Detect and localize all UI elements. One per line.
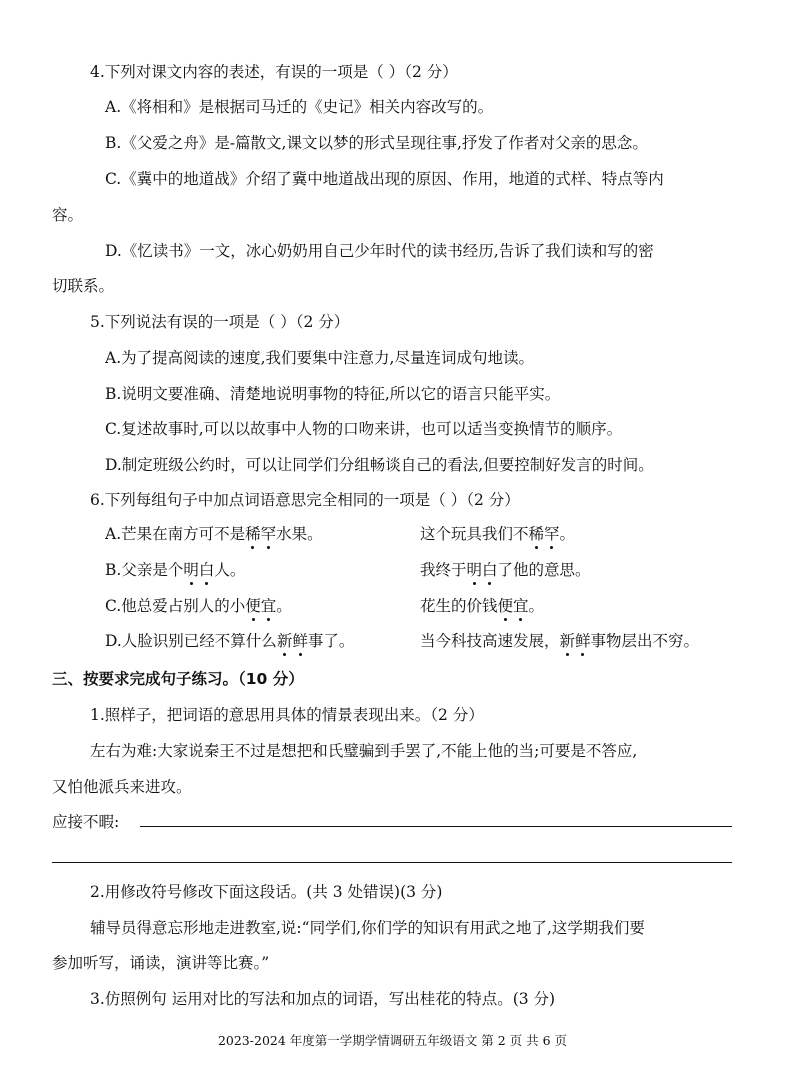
text: 人。 bbox=[214, 561, 246, 579]
s3-q3-stem: 3.仿照例句 运用对比的写法和加点的词语，写出桂花的特点。(3 分) bbox=[90, 990, 556, 1008]
text: B.父亲是个 bbox=[105, 561, 184, 579]
dotted-char: 便 bbox=[497, 597, 514, 615]
q4-option-b: B.《父爱之舟》是-篇散文,课文以梦的形式呈现往事,抒发了作者对父亲的思念。 bbox=[105, 134, 648, 152]
dotted-char: 便 bbox=[245, 597, 261, 615]
s3-q2-stem: 2.用修改符号修改下面这段话。(共 3 处错误)(3 分) bbox=[90, 883, 443, 901]
q4-option-c: C.《冀中的地道战》介绍了冀中地道战出现的原因、作用，地道的式样、特点等内 bbox=[105, 170, 664, 188]
dotted-char: 鲜 bbox=[292, 632, 308, 650]
q6-option-b-right bbox=[420, 560, 591, 580]
dotted-char: 新 bbox=[559, 632, 576, 650]
q5-stem: 5.下列说法有误的一项是（ ）（2 分） bbox=[90, 313, 350, 331]
dotted-char: 稀 bbox=[245, 525, 261, 543]
text: 了他的意思。 bbox=[497, 561, 591, 579]
q6-option-c-left bbox=[105, 596, 292, 616]
q4-stem: 4.下列对课文内容的表述，有误的一项是（ ）（2 分） bbox=[90, 63, 458, 81]
dotted-char: 白 bbox=[482, 561, 498, 579]
answer-line[interactable] bbox=[140, 826, 732, 827]
text: 事了。 bbox=[307, 632, 355, 650]
q4-option-c-cont: 容。 bbox=[52, 206, 84, 224]
dotted-char: 新 bbox=[276, 632, 293, 650]
text: 。 bbox=[559, 525, 576, 543]
text: 。 bbox=[528, 597, 545, 615]
s3-q1-example: 左右为难:大家说秦王不过是想把和氏璧骗到手罢了,不能上他的当;可要是不答应, bbox=[90, 742, 638, 760]
text: A.芒果在南方可不是 bbox=[105, 525, 246, 543]
q4-option-d: D.《忆读书》一文，冰心奶奶用自己少年时代的读书经历,告诉了我们读和写的密 bbox=[105, 242, 654, 260]
text: 事物层出不穷。 bbox=[590, 632, 700, 650]
text: D.人脸识别已经不算什么 bbox=[105, 632, 277, 650]
q6-option-a-left bbox=[105, 524, 323, 544]
s3-q1-stem: 1.照样子，把词语的意思用具体的情景表现出来。（2 分） bbox=[90, 706, 484, 724]
q6-option-b-left bbox=[105, 560, 245, 580]
text: 我终于 bbox=[420, 561, 467, 579]
q6-option-d-left bbox=[105, 631, 354, 651]
q5-option-c: C.复述故事时,可以以故事中人物的口吻来讲，也可以适当变换情节的顺序。 bbox=[105, 420, 623, 438]
text: 花生的价钱 bbox=[420, 597, 498, 615]
q5-option-b: B.说明文要准确、清楚地说明事物的特征,所以它的语言只能平实。 bbox=[105, 385, 561, 403]
dotted-char: 鲜 bbox=[575, 632, 591, 650]
text: C.他总爱占别人的小 bbox=[105, 597, 246, 615]
q6-option-a-right bbox=[420, 524, 575, 544]
section3-title: 三、按要求完成句子练习。（10 分） bbox=[52, 670, 304, 688]
dotted-char: 罕 bbox=[544, 525, 560, 543]
dotted-char: 宜 bbox=[260, 597, 277, 615]
text: 这个玩具我们不 bbox=[420, 525, 529, 543]
dotted-char: 明 bbox=[466, 561, 483, 579]
q5-option-a: A.为了提高阅读的速度,我们要集中注意力,尽量连词成句地读。 bbox=[105, 349, 534, 367]
s3-q1-answer-label: 应接不暇: bbox=[52, 813, 120, 831]
text: 水果。 bbox=[276, 525, 323, 543]
dotted-char: 罕 bbox=[260, 525, 277, 543]
s3-q2-text-cont: 参加听写，诵读，演讲等比赛。” bbox=[52, 954, 270, 972]
q6-option-c-right bbox=[420, 596, 544, 616]
text: 当今科技高速发展， bbox=[420, 632, 560, 650]
q4-option-d-cont: 切联系。 bbox=[52, 277, 115, 295]
s3-q2-text: 辅导员得意忘形地走进教室,说:“同学们,你们学的知识有用武之地了,这学期我们要 bbox=[90, 919, 645, 937]
dotted-char: 明 bbox=[183, 561, 199, 579]
text: 。 bbox=[276, 597, 292, 615]
page-footer: 2023-2024 年度第一学期学情调研五年级语文 第 2 页 共 6 页 bbox=[217, 1033, 568, 1048]
q5-option-d: D.制定班级公约时，可以让同学们分组畅谈自己的看法,但要控制好发言的时间。 bbox=[105, 456, 654, 474]
q4-option-a: A.《将相和》是根据司马迁的《史记》相关内容改写的。 bbox=[105, 98, 494, 116]
s3-q1-example-cont: 又怕他派兵来进攻。 bbox=[52, 778, 192, 796]
q6-option-d-right bbox=[420, 631, 699, 651]
dotted-char: 宜 bbox=[513, 597, 529, 615]
q6-stem: 6.下列每组句子中加点词语意思完全相同的一项是（ ）（2 分） bbox=[90, 491, 520, 509]
dotted-char: 稀 bbox=[528, 525, 545, 543]
answer-line[interactable] bbox=[52, 862, 732, 863]
dotted-char: 白 bbox=[198, 561, 215, 579]
